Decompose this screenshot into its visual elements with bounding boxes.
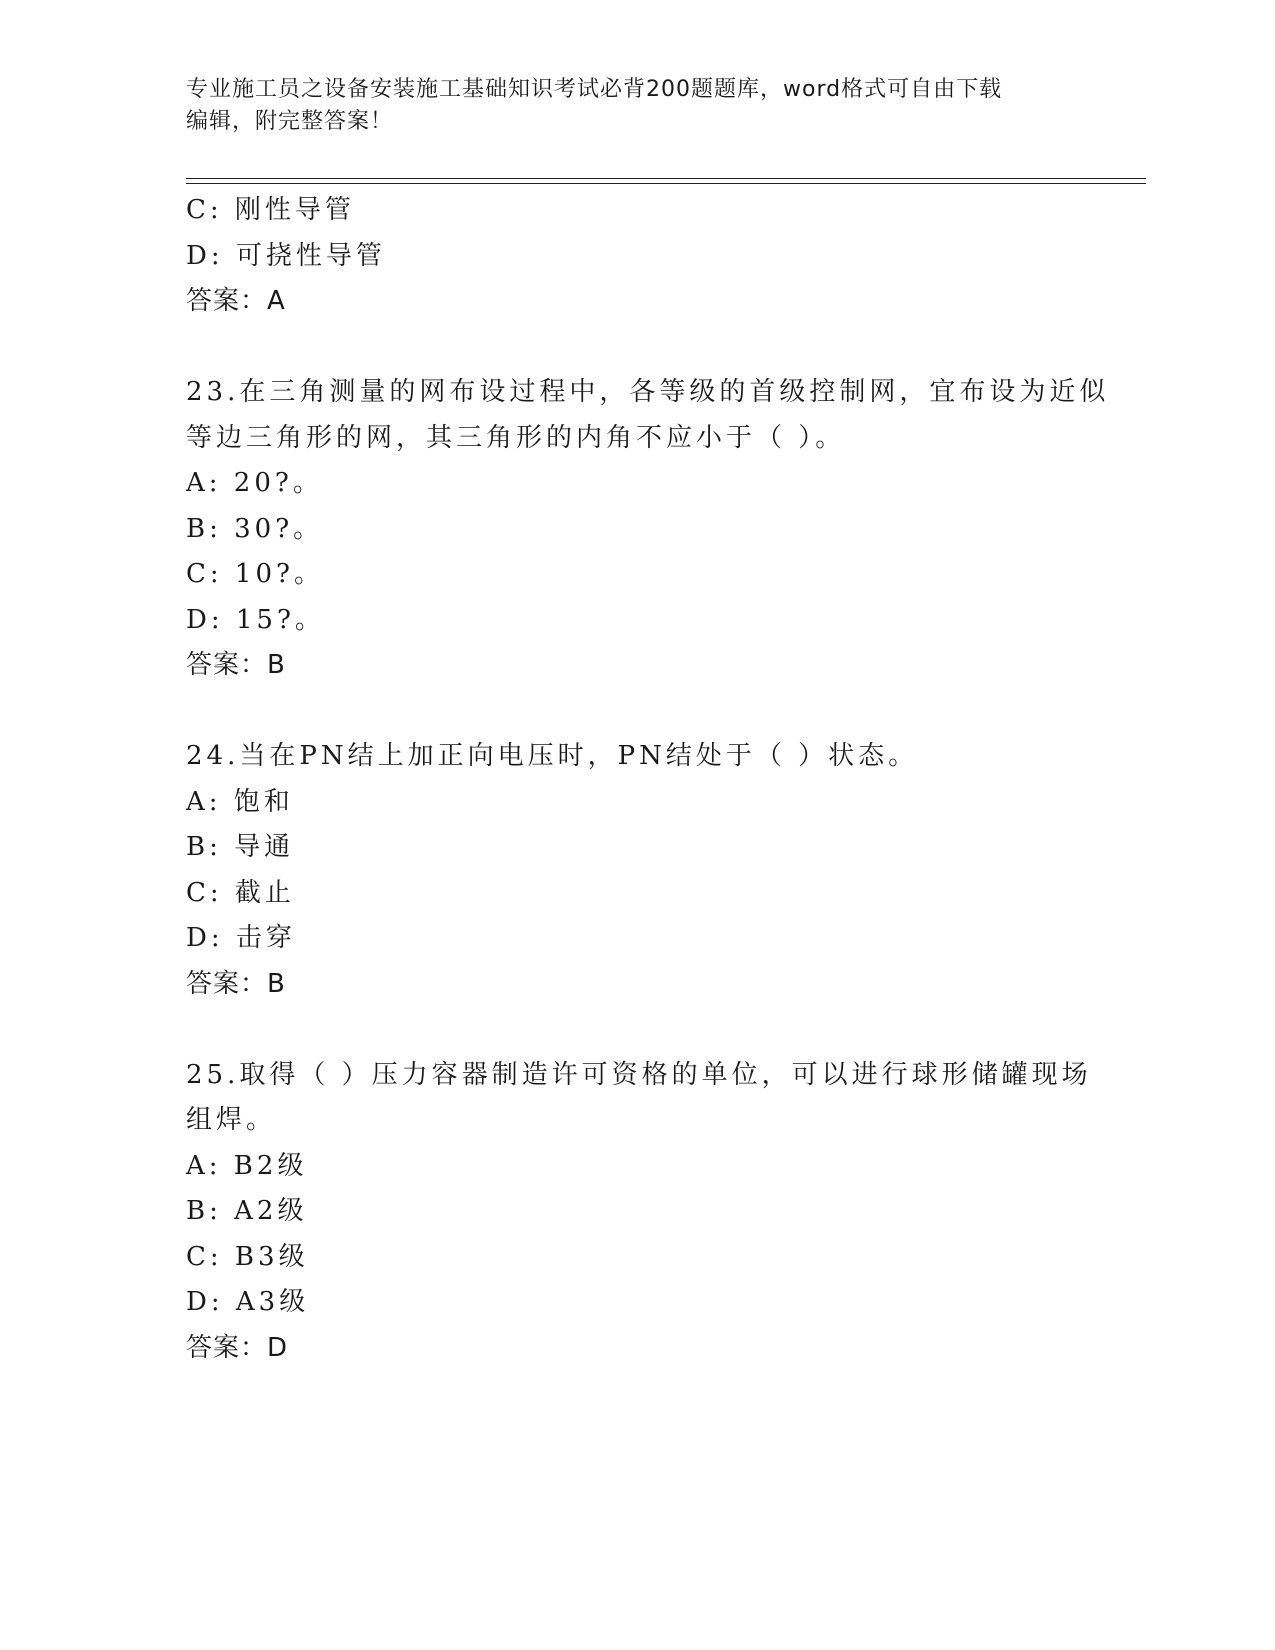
- option-b: B: 导通: [186, 832, 295, 862]
- spacer: [186, 325, 1086, 371]
- question-stem-line: 组焊。: [186, 1105, 277, 1135]
- document-header: [186, 74, 1086, 138]
- option-d: D: 击穿: [186, 923, 296, 953]
- question-stem-line: 等边三角形的网，其三角形的内角不应小于（ ）。: [186, 422, 846, 453]
- header-title-line-2: 编辑，附完整答案！: [186, 109, 394, 134]
- question-23: [186, 370, 1110, 689]
- answer-line: 答案：B: [186, 968, 286, 999]
- option-c: C: 10?。: [186, 559, 324, 589]
- question-stem-line: 23.在三角测量的网布设过程中，各等级的首级控制网，宜布设为近似: [186, 377, 1110, 407]
- header-divider-top: [186, 178, 1146, 179]
- question-24: [186, 734, 1086, 1007]
- answer-line: 答案：A: [186, 286, 286, 316]
- option-d: D: A3级: [186, 1287, 310, 1317]
- header-divider-bottom: [186, 183, 1146, 184]
- header-title-line-1: 专业施工员之设备安装施工基础知识考试必背200题题库，word格式可自由下载: [186, 77, 1003, 102]
- question-25: [186, 1053, 1092, 1372]
- option-b: B: A2级: [186, 1196, 308, 1226]
- question-22-continued: [186, 188, 1086, 325]
- spacer: [186, 1007, 1086, 1053]
- question-stem-line: 25.取得（ ）压力容器制造许可资格的单位，可以进行球形储罐现场: [186, 1059, 1092, 1090]
- question-stem-line: 24.当在PN结上加正向电压时，PN结处于（ ）状态。: [186, 741, 919, 771]
- option-a: A: 饱和: [186, 786, 294, 817]
- option-d: D: 可挠性导管: [186, 240, 386, 271]
- option-a: A: 20?。: [186, 468, 323, 498]
- spacer: [186, 689, 1086, 735]
- option-c: C: 截止: [186, 877, 295, 908]
- answer-line: 答案：D: [186, 1332, 289, 1363]
- option-d: D: 15?。: [186, 604, 325, 635]
- option-a: A: B2级: [186, 1150, 308, 1181]
- option-b: B: 30?。: [186, 513, 324, 544]
- option-c: C: B3级: [186, 1241, 309, 1272]
- answer-line: 答案：B: [186, 650, 286, 680]
- option-c: C: 刚性导管: [186, 195, 355, 225]
- question-list: [186, 188, 1110, 1371]
